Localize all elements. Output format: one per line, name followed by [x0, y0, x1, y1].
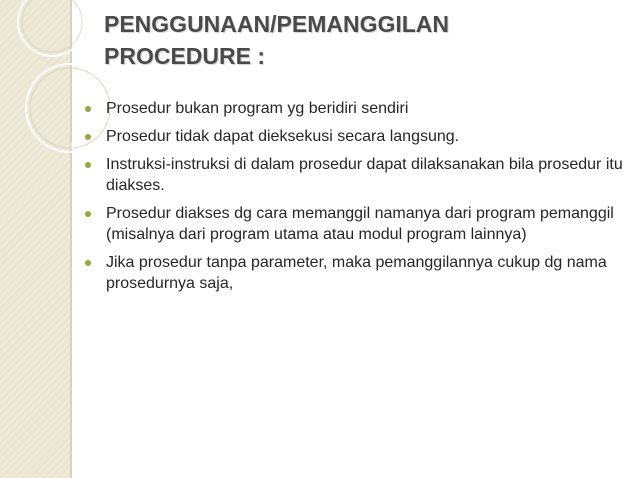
slide-title-line2: PROCEDURE : — [104, 43, 266, 69]
bullet-item — [78, 252, 623, 294]
bullet-text: Instruksi-instruksi di dalam prosedur dapat dilaksanakan bila prosedur itu diakses. — [106, 156, 623, 194]
bullet-text: Prosedur bukan program yg beridiri sendiri — [106, 100, 409, 117]
bullet-dot-icon — [85, 211, 91, 217]
bullet-dot-icon — [85, 260, 91, 266]
bullet-text: Jika prosedur tanpa parameter, maka pemanggilannya cukup dg nama prosedurnya saja, — [106, 254, 607, 292]
bullet-list — [78, 98, 623, 301]
bullet-text: Prosedur tidak dapat dieksekusi secara langsung. — [106, 128, 460, 145]
bullet-item — [78, 126, 623, 147]
bullet-text: Prosedur diakses dg cara memanggil namanya dari program pemanggil (misalnya dari program utama atau modul program lainnya) — [106, 205, 614, 243]
slide-title-line1: PENGGUNAAN/PEMANGGILAN — [104, 11, 450, 37]
bullet-item — [78, 154, 623, 196]
bullet-item — [78, 203, 623, 245]
bullet-dot-icon — [85, 134, 91, 140]
bullet-dot-icon — [85, 106, 91, 112]
bullet-dot-icon — [85, 162, 91, 168]
slide-title — [104, 8, 604, 72]
bullet-item — [78, 98, 623, 119]
